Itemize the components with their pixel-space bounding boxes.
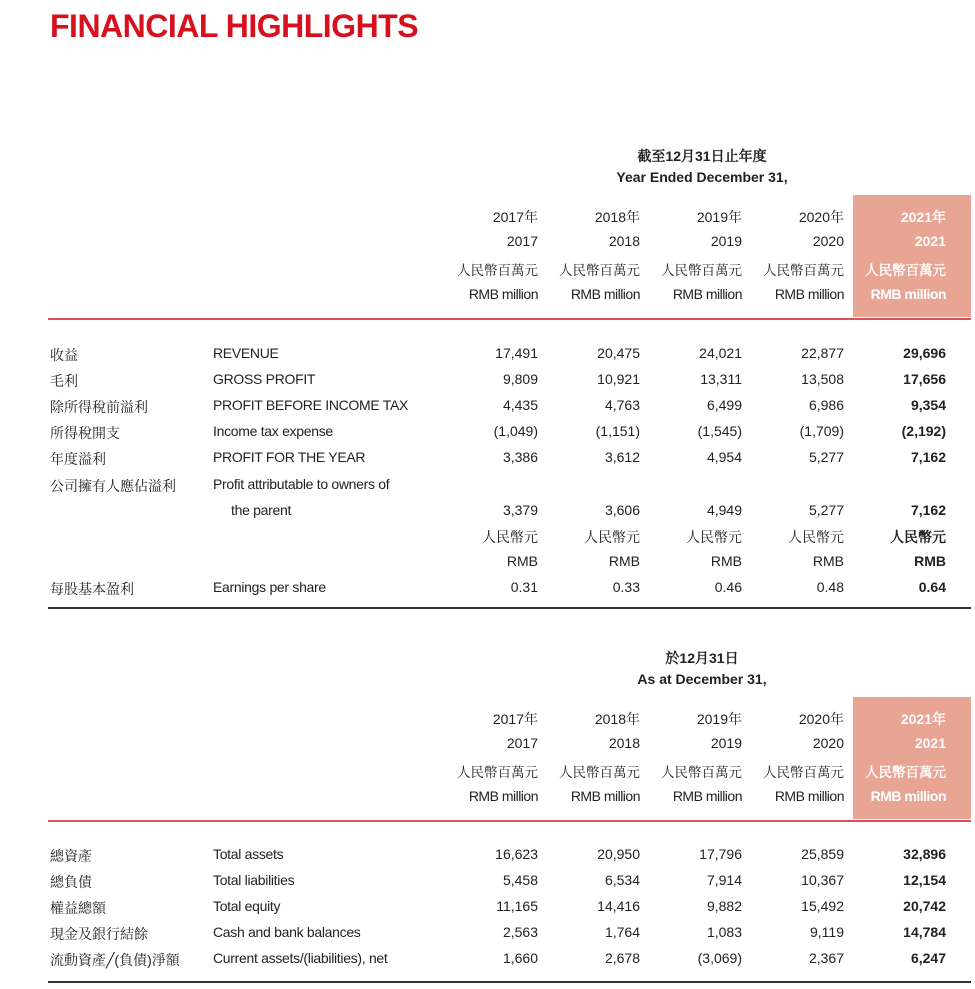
section2-header-zh: 於12月31日 [665,650,739,666]
unit-zh-s2-3: 人民幣百萬元 [763,765,844,780]
section1-header-en: Year Ended December 31, [616,169,788,185]
row-label-zh: 所得稅開支 [50,425,120,441]
value-cell: 2,563 [502,924,538,940]
value-cell: 13,508 [801,371,844,387]
value-cell: (1,049) [493,423,538,439]
value-cell: 10,367 [801,872,844,888]
rmb-unit-zh: 人民幣元 [584,529,640,545]
unit-en-s2-3: RMB million [774,788,844,804]
value-cell: (1,545) [697,423,742,439]
eps-label-zh: 每股基本盈利 [50,581,134,597]
row-label-zh: 總資產 [50,848,92,864]
rule-bottom-2 [48,981,971,983]
year-en-s1-4: 2021 [914,233,946,249]
rule-top-1 [48,318,971,320]
row-label-en: Total assets [213,846,284,862]
row-label-en: PROFIT FOR THE YEAR [213,449,366,465]
value-cell: 32,896 [903,846,946,862]
page-title: FINANCIAL HIGHLIGHTS [50,8,419,44]
year-zh-s1-4: 2021年 [900,209,946,225]
row-label-zh: 年度溢利 [50,451,106,467]
value-cell: 2,367 [808,950,844,966]
attrib-value: 5,277 [808,502,844,518]
attrib-value: 4,949 [706,502,742,518]
eps-value: 0.64 [918,579,946,595]
value-cell: 13,311 [700,371,742,387]
year-zh-s1-0: 2017年 [492,209,538,225]
eps-value: 0.48 [816,579,844,595]
unit-zh-s2-2: 人民幣百萬元 [661,765,742,780]
value-cell: 5,458 [502,872,538,888]
unit-zh-s2-0: 人民幣百萬元 [457,765,538,780]
rmb-unit-zh: 人民幣元 [482,529,538,545]
year-zh-s2-4: 2021年 [900,711,946,727]
value-cell: 24,021 [699,345,742,361]
value-cell: 5,277 [808,449,844,465]
row-label-en: Income tax expense [213,423,333,439]
year-zh-s1-2: 2019年 [696,209,742,225]
year-zh-s2-2: 2019年 [696,711,742,727]
row-label-en: Current assets/(liabilities), net [213,950,388,966]
year-en-s2-0: 2017 [506,735,538,751]
attrib-label-en-1: Profit attributable to owners of [213,476,390,492]
value-cell: 9,119 [810,924,844,940]
row-label-zh: 流動資產╱(負債)淨額 [50,952,180,968]
value-cell: 4,763 [604,397,640,413]
unit-en-s1-0: RMB million [468,286,538,302]
value-cell: 4,435 [502,397,538,413]
unit-en-s1-1: RMB million [570,286,640,302]
unit-en-s1-3: RMB million [774,286,844,302]
year-en-s2-3: 2020 [812,735,844,751]
unit-en-s2-4: RMB million [870,788,946,804]
value-cell: 17,491 [495,345,538,361]
unit-zh-s1-3: 人民幣百萬元 [763,263,844,278]
attrib-value: 3,606 [604,502,640,518]
row-label-en: REVENUE [213,345,279,361]
unit-zh-s1-0: 人民幣百萬元 [457,263,538,278]
unit-zh-s2-1: 人民幣百萬元 [559,765,640,780]
value-cell: 22,877 [801,345,844,361]
attrib-value: 3,379 [502,502,538,518]
value-cell: 12,154 [903,872,946,888]
eps-value: 0.31 [510,579,538,595]
value-cell: (1,151) [595,423,640,439]
rmb-unit-en: RMB [506,553,538,569]
row-label-en: Total equity [213,898,281,914]
value-cell: 10,921 [597,371,640,387]
row-label-zh: 總負債 [50,874,92,890]
value-cell: 6,534 [604,872,640,888]
rmb-unit-en: RMB [914,553,946,569]
value-cell: 1,660 [502,950,538,966]
value-cell: 7,162 [910,449,946,465]
value-cell: 20,742 [903,898,946,914]
year-en-s1-2: 2019 [710,233,742,249]
year-zh-s2-1: 2018年 [594,711,640,727]
value-cell: 1,083 [706,924,742,940]
rmb-unit-en: RMB [608,553,640,569]
rmb-unit-en: RMB [710,553,742,569]
value-cell: 14,416 [597,898,640,914]
year-en-s2-2: 2019 [710,735,742,751]
attrib-label-zh: 公司擁有人應佔溢利 [50,478,176,494]
unit-zh-s2-4: 人民幣百萬元 [865,765,946,780]
value-cell: 29,696 [903,345,946,361]
year-en-s1-0: 2017 [506,233,538,249]
unit-zh-s1-2: 人民幣百萬元 [661,263,742,278]
unit-en-s1-2: RMB million [672,286,742,302]
row-label-zh: 收益 [50,347,78,363]
rule-bottom-1 [48,607,971,609]
value-cell: 20,475 [597,345,640,361]
unit-zh-s1-1: 人民幣百萬元 [559,263,640,278]
row-label-en: Total liabilities [213,872,295,888]
row-label-en: GROSS PROFIT [213,371,316,387]
value-cell: 9,809 [502,371,538,387]
year-en-s1-3: 2020 [812,233,844,249]
rmb-unit-en: RMB [812,553,844,569]
value-cell: 3,612 [604,449,640,465]
value-cell: 11,165 [496,898,538,914]
value-cell: 4,954 [706,449,742,465]
unit-en-s2-0: RMB million [468,788,538,804]
value-cell: 14,784 [903,924,946,940]
value-cell: 1,764 [604,924,640,940]
value-cell: 15,492 [801,898,844,914]
eps-label-en: Earnings per share [213,579,326,595]
attrib-value: 7,162 [910,502,946,518]
value-cell: 20,950 [597,846,640,862]
rmb-unit-zh: 人民幣元 [788,529,844,545]
value-cell: 6,247 [910,950,946,966]
value-cell: (3,069) [697,950,742,966]
row-label-zh: 權益總額 [50,900,106,916]
year-zh-s2-0: 2017年 [492,711,538,727]
year-zh-s1-3: 2020年 [798,209,844,225]
row-label-zh: 現金及銀行結餘 [50,926,148,942]
value-cell: 3,386 [502,449,538,465]
year-en-s2-1: 2018 [608,735,640,751]
value-cell: 25,859 [801,846,844,862]
unit-en-s2-1: RMB million [570,788,640,804]
section2-header-en: As at December 31, [637,671,767,687]
eps-value: 0.46 [714,579,742,595]
rmb-unit-zh: 人民幣元 [890,529,946,545]
value-cell: 6,499 [706,397,742,413]
rmb-unit-zh: 人民幣元 [686,529,742,545]
row-label-en: PROFIT BEFORE INCOME TAX [213,397,409,413]
year-zh-s2-3: 2020年 [798,711,844,727]
row-label-zh: 毛利 [50,373,78,389]
row-label-zh: 除所得稅前溢利 [50,399,148,415]
year-zh-s1-1: 2018年 [594,209,640,225]
unit-en-s2-2: RMB million [672,788,742,804]
value-cell: 6,986 [808,397,844,413]
value-cell: 17,796 [699,846,742,862]
row-label-en: Cash and bank balances [213,924,361,940]
section1-header-zh: 截至12月31日止年度 [637,148,767,164]
value-cell: 16,623 [495,846,538,862]
year-en-s2-4: 2021 [914,735,946,751]
value-cell: 9,882 [706,898,742,914]
unit-en-s1-4: RMB million [870,286,946,302]
eps-value: 0.33 [612,579,640,595]
year-en-s1-1: 2018 [608,233,640,249]
value-cell: 17,656 [903,371,946,387]
value-cell: 2,678 [604,950,640,966]
value-cell: (1,709) [799,423,844,439]
value-cell: 7,914 [706,872,742,888]
attrib-label-en-2: the parent [231,502,292,518]
value-cell: (2,192) [901,423,946,439]
value-cell: 9,354 [910,397,946,413]
rule-top-2 [48,820,971,822]
unit-zh-s1-4: 人民幣百萬元 [865,263,946,278]
